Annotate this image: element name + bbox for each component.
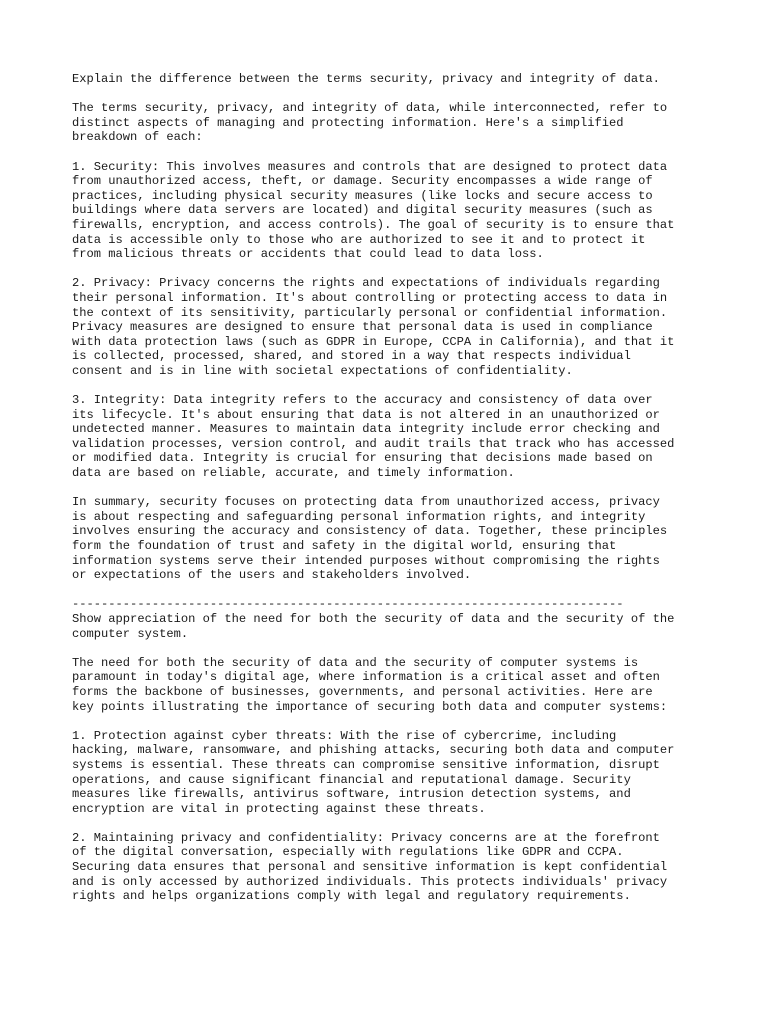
- privacy-paragraph: 2. Privacy: Privacy concerns the rights and expectations of individuals regarding their personal information. It's about controlling or protecting access to data in the context of its sensitivity, particularly personal or confidential information. Privacy measures are designed to ensure that personal data is used in compliance with data protection laws (such as GDPR in Europe, CCPA in California), and that it is collected, processed, shared, and stored in a way that respects individual consent and is in line with societal expectations of confidentiality.: [72, 276, 675, 378]
- point-1-paragraph: 1. Protection against cyber threats: With the rise of cybercrime, including hacking, malware, ransomware, and phishing attacks, securing both data and computer systems is essential. These threats can compromise sensitive information, disrupt operations, and cause significant financial and reputational damage. Security measures like firewalls, antivirus software, intrusion detection systems, and encryption are vital in protecting against these threats.: [72, 728, 675, 816]
- question-1: Explain the difference between the terms security, privacy and integrity of data.: [72, 72, 660, 86]
- divider-line: ----------------------------------------------------------------------------: [72, 597, 624, 612]
- intro-paragraph: The terms security, privacy, and integrity of data, while interconnected, refer to distinct aspects of managing and protecting information. Here's a simplified breakdown of each:: [72, 101, 668, 145]
- intro-2-paragraph: The need for both the security of data and the security of computer systems is paramount in today's digital age, where information is a critical asset and often forms the backbone of businesses, governments, and personal activities. Here are key points illustrating the importance of securing both data and computer systems:: [72, 655, 668, 714]
- question-2: Show appreciation of the need for both the security of data and the security of the computer system.: [72, 611, 675, 641]
- summary-paragraph: In summary, security focuses on protecting data from unauthorized access, privacy is about respecting and safeguarding personal information rights, and integrity involves ensuring the accuracy and consistency of data. Together, these principles form the foundation of trust and safety in the digital world, ensuring that information systems serve their intended purposes without compromising the rights or expectations of the users and stakeholders involved.: [72, 495, 668, 583]
- document-page: [72, 72, 712, 918]
- point-2-paragraph: 2. Maintaining privacy and confidentiality: Privacy concerns are at the forefront of the digital conversation, especially with regulations like GDPR and CCPA. Securing data ensures that personal and sensitive information is kept confidential and is only accessed by authorized individuals. This protects individuals' privacy rights and helps organizations comply with legal and regulatory requirements.: [72, 830, 668, 904]
- integrity-paragraph: 3. Integrity: Data integrity refers to the accuracy and consistency of data over its lifecycle. It's about ensuring that data is not altered in an unauthorized or undetected manner. Measures to maintain data integrity include error checking and validation processes, version control, and audit trails that track who has accessed or modified data. Integrity is crucial for ensuring that decisions made based on data are based on reliable, accurate, and timely information.: [72, 393, 675, 481]
- security-paragraph: 1. Security: This involves measures and controls that are designed to protect data from unauthorized access, theft, or damage. Security encompasses a wide range of practices, including physical security measures (like locks and secure access to buildings where data servers are located) and digital security measures (such as firewalls, encryption, and access controls). The goal of security is to ensure that data is accessible only to those who are authorized to see it and to protect it from malicious threats or accidents that could lead to data loss.: [72, 159, 675, 262]
